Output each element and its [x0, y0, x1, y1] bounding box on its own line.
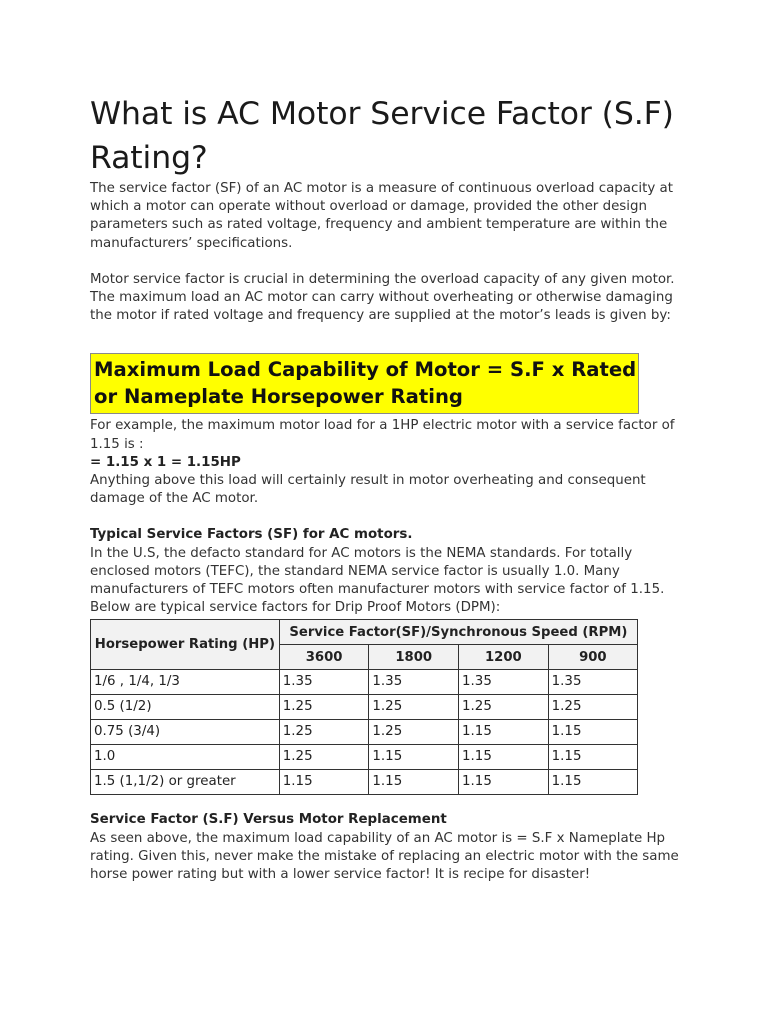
intro-paragraph: The service factor (SF) of an AC motor is a measure of continuous overload capacity at which a motor can operate without overload or damage, provided the other design parameters such as rated voltage, frequency and ambient temperature are within the manufacturers’ specifications. — [90, 181, 673, 251]
table-row — [91, 720, 638, 745]
formula-highlight-box: Maximum Load Capability of Motor = S.F x Rated or Nameplate Horsepower Rating — [90, 353, 639, 414]
replacement-heading: Service Factor (S.F) Versus Motor Replacement — [90, 812, 447, 828]
sf-cell: 1.25 — [369, 695, 459, 720]
example-paragraph: For example, the maximum motor load for a 1HP electric motor with a service factor of 1.15 is : — [90, 418, 675, 452]
speed-header-1200: 1200 — [459, 645, 549, 670]
consequence-paragraph: Anything above this load will certainly result in motor overheating and consequent damage of the AC motor. — [90, 473, 646, 507]
table-header-row — [91, 620, 638, 645]
hp-cell: 0.5 (1/2) — [91, 695, 280, 720]
sf-cell: 1.25 — [459, 695, 549, 720]
sf-cell: 1.15 — [548, 745, 637, 770]
hp-cell: 1.0 — [91, 745, 280, 770]
sf-cell: 1.25 — [279, 720, 369, 745]
hp-cell: 1/6 , 1/4, 1/3 — [91, 670, 280, 695]
sf-cell: 1.35 — [279, 670, 369, 695]
table-row — [91, 695, 638, 720]
speed-header-3600: 3600 — [279, 645, 369, 670]
typical-sf-heading: Typical Service Factors (SF) for AC motors. — [90, 527, 413, 543]
sf-cell: 1.15 — [279, 770, 369, 795]
sf-cell: 1.15 — [548, 770, 637, 795]
hp-cell: 0.75 (3/4) — [91, 720, 280, 745]
speed-group-header: Service Factor(SF)/Synchronous Speed (RPM) — [279, 620, 637, 645]
sf-cell: 1.15 — [548, 720, 637, 745]
document-page — [90, 92, 680, 884]
sf-cell: 1.15 — [459, 720, 549, 745]
sf-cell: 1.25 — [279, 695, 369, 720]
service-factor-table — [90, 619, 638, 795]
sf-cell: 1.15 — [369, 745, 459, 770]
page-title: What is AC Motor Service Factor (S.F) Rating? — [90, 96, 674, 176]
sf-cell: 1.25 — [279, 745, 369, 770]
hp-cell: 1.5 (1,1/2) or greater — [91, 770, 280, 795]
sf-cell: 1.15 — [459, 745, 549, 770]
hp-column-header: Horsepower Rating (HP) — [91, 620, 280, 670]
table-row — [91, 670, 638, 695]
sf-cell: 1.15 — [459, 770, 549, 795]
sf-cell: 1.25 — [369, 720, 459, 745]
sf-cell: 1.35 — [459, 670, 549, 695]
sf-cell: 1.25 — [548, 695, 637, 720]
table-row — [91, 770, 638, 795]
replacement-paragraph: As seen above, the maximum load capability of an AC motor is = S.F x Nameplate Hp rating. Given this, never make the mistake of replacing an electric motor with the same horse power rating but with a lower service factor! It is recipe for disaster! — [90, 830, 679, 883]
typical-sf-paragraph: In the U.S, the defacto standard for AC motors is the NEMA standards. For totally enclosed motors (TEFC), the standard NEMA service factor is usually 1.0. Many manufacturers of TEFC motors often manufacturer motors with service factor of 1.15. Below are typical service factors for Drip Proof Motors (DPM): — [90, 545, 665, 616]
speed-header-1800: 1800 — [369, 645, 459, 670]
speed-header-900: 900 — [548, 645, 637, 670]
example-formula: = 1.15 x 1 = 1.15HP — [90, 454, 241, 470]
sf-cell: 1.35 — [369, 670, 459, 695]
sf-cell: 1.35 — [548, 670, 637, 695]
table-row — [91, 745, 638, 770]
overload-paragraph: Motor service factor is crucial in determining the overload capacity of any given motor. The maximum load an AC motor can carry without overheating or otherwise damaging the motor if rated voltage and frequency are supplied at the motor’s leads is given by: — [90, 271, 675, 324]
sf-cell: 1.15 — [369, 770, 459, 795]
